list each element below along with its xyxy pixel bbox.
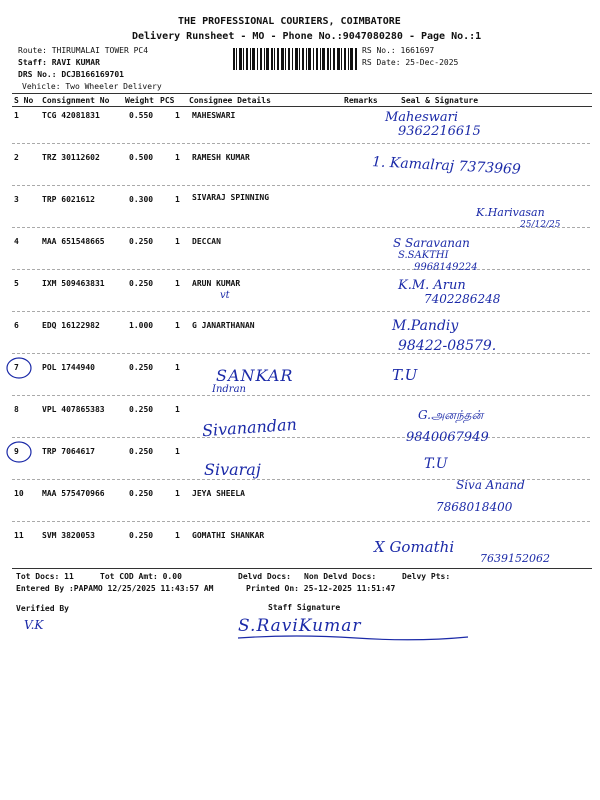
rs-number: RS No.: 1661697 [362,46,435,55]
row-divider [12,437,590,438]
row-consignee: ARUN KUMAR [192,279,241,288]
row-weight: 0.250 [129,405,154,414]
row-sno: 5 [14,279,19,288]
row-consignment: TRZ 30112602 [42,153,100,162]
row-consignment: EDQ 16122982 [42,321,100,330]
row-pcs: 1 [175,237,180,246]
row-consignment: SVM 3820053 [42,531,95,540]
handwritten-signature: T.U [392,366,418,384]
handwritten-name: S Saravanan [393,236,470,250]
col-seal-signature: Seal & Signature [401,96,479,105]
row-sno: 1 [14,111,19,120]
handwritten-signature: X Gomathi [374,538,455,556]
row-weight: 0.500 [129,153,154,162]
handwritten-phone: 9362216615 [398,124,481,139]
handwritten-name: S.SAKTHI [398,250,449,261]
runsheet-subtitle: Delivery Runsheet - MO - Phone No.:9047080280 - Page No.:1 [132,31,482,42]
col-pcs: PCS [160,96,175,105]
col-consignee: Consignee Details [189,96,271,105]
row-pcs: 1 [175,489,180,498]
row-divider [12,521,590,522]
row-consignment: TRP 6021612 [42,195,95,204]
vehicle: Vehicle: Two Wheeler Delivery [22,82,162,91]
row-weight: 1.000 [129,321,154,330]
row-consignee: G JANARTHANAN [192,321,255,330]
row-divider [12,395,590,396]
row-consignee: SIVARAJ SPINNING [192,193,270,202]
pen-circle-mark [4,439,34,465]
row-sno: 6 [14,321,19,330]
row-divider [12,311,590,312]
handwritten-consignee: Indran [212,384,246,395]
handwritten-phone: 9840067949 [406,430,489,445]
handwritten-signature: T.U [424,456,448,472]
row-sno: 3 [14,195,19,204]
handwritten-name: K.Harivasan [476,206,545,219]
entered-by: Entered By :PAPAMO 12/25/2025 11:43:57 AM [16,584,214,593]
handwritten-consignee: SANKAR [216,366,294,385]
col-weight: Weight [125,96,154,105]
delivery-points: Delvy Pts: [402,572,451,581]
verified-signature: V.K [24,618,44,632]
col-consignment: Consignment No [42,96,110,105]
drs-number: DRS No.: DCJB166169701 [18,70,124,79]
row-weight: 0.250 [129,363,154,372]
row-consignee: GOMATHI SHANKAR [192,531,265,540]
row-weight: 0.300 [129,195,154,204]
row-weight: 0.250 [129,279,154,288]
staff-signature: S.RaviKumar [238,616,362,636]
total-docs: Tot Docs: 11 [16,572,74,581]
row-pcs: 1 [175,531,180,540]
handwritten-name: Maheswari [385,110,459,125]
pen-circle-mark [4,355,34,381]
row-weight: 0.550 [129,111,154,120]
handwritten-phone: 7639152062 [480,552,550,565]
row-pcs: 1 [175,195,180,204]
handwritten-phone: 98422-08579. [398,338,497,354]
row-pcs: 1 [175,279,180,288]
row-consignee: RAMESH KUMAR [192,153,250,162]
row-consignment: IXM 509463831 [42,279,105,288]
handwritten-consignee: Sivanandan [201,414,298,441]
row-sno: 10 [14,489,24,498]
row-consignment: MAA 651548665 [42,237,105,246]
row-divider [12,353,590,354]
handwritten-date: 25/12/25 [520,220,561,230]
handwritten-phone: 9968149224 [414,262,478,273]
handwritten-consignee: Sivaraj [204,460,261,479]
staff: Staff: RAVI KUMAR [18,58,100,67]
total-cod: Tot COD Amt: 0.00 [100,572,182,581]
row-pcs: 1 [175,111,180,120]
row-consignee: DECCAN [192,237,221,246]
row-pcs: 1 [175,447,180,456]
route: Route: THIRUMALAI TOWER PC4 [18,46,149,55]
row-divider [12,269,590,270]
delivered-docs: Delvd Docs: [238,572,291,581]
verified-by-label: Verified By [16,604,69,613]
row-consignment: MAA 575470966 [42,489,105,498]
row-weight: 0.250 [129,447,154,456]
row-pcs: 1 [175,153,180,162]
staff-signature-label: Staff Signature [268,603,341,612]
row-consignee: MAHESWARI [192,111,236,120]
company-title: THE PROFESSIONAL COURIERS, COIMBATORE [178,16,401,27]
row-divider [12,143,590,144]
row-pcs: 1 [175,405,180,414]
non-delivered-docs: Non Delvd Docs: [304,572,377,581]
handwritten-signature: M.Pandiy [392,318,459,334]
row-consignee: JEYA SHEELA [192,489,245,498]
handwritten-mark: vt [220,290,230,301]
handwritten-signature: Siva Anand [456,478,525,492]
row-divider [12,185,590,186]
row-weight: 0.250 [129,237,154,246]
table-top-rule [12,93,592,94]
row-sno: 11 [14,531,24,540]
signature-underline [236,632,472,642]
row-sno: 9 [14,447,19,456]
handwritten-signature: K.M. Arun [398,278,466,293]
printed-on: Printed On: 25-12-2025 11:51:47 [246,584,396,593]
handwritten-phone: 7868018400 [436,500,513,514]
row-sno: 4 [14,237,19,246]
row-pcs: 1 [175,321,180,330]
col-remarks: Remarks [344,96,378,105]
handwritten-phone: 7402286248 [424,292,501,306]
row-divider [12,227,590,228]
row-pcs: 1 [175,363,180,372]
table-header-rule [12,106,592,107]
row-consignment: VPL 407865383 [42,405,105,414]
row-consignment: TRP 7064617 [42,447,95,456]
table-bottom-rule [12,568,592,569]
row-weight: 0.250 [129,489,154,498]
row-weight: 0.250 [129,531,154,540]
row-sno: 8 [14,405,19,414]
handwritten-name: G.அனந்தன் [418,408,484,422]
row-consignment: POL 1744940 [42,363,95,372]
col-sno: S No [14,96,34,105]
row-sno: 7 [14,363,19,372]
handwritten-signature: 1. Kamalraj 7373969 [371,154,522,178]
row-consignment: TCG 42081831 [42,111,100,120]
rs-date: RS Date: 25-Dec-2025 [362,58,459,67]
row-sno: 2 [14,153,19,162]
barcode [233,48,357,70]
